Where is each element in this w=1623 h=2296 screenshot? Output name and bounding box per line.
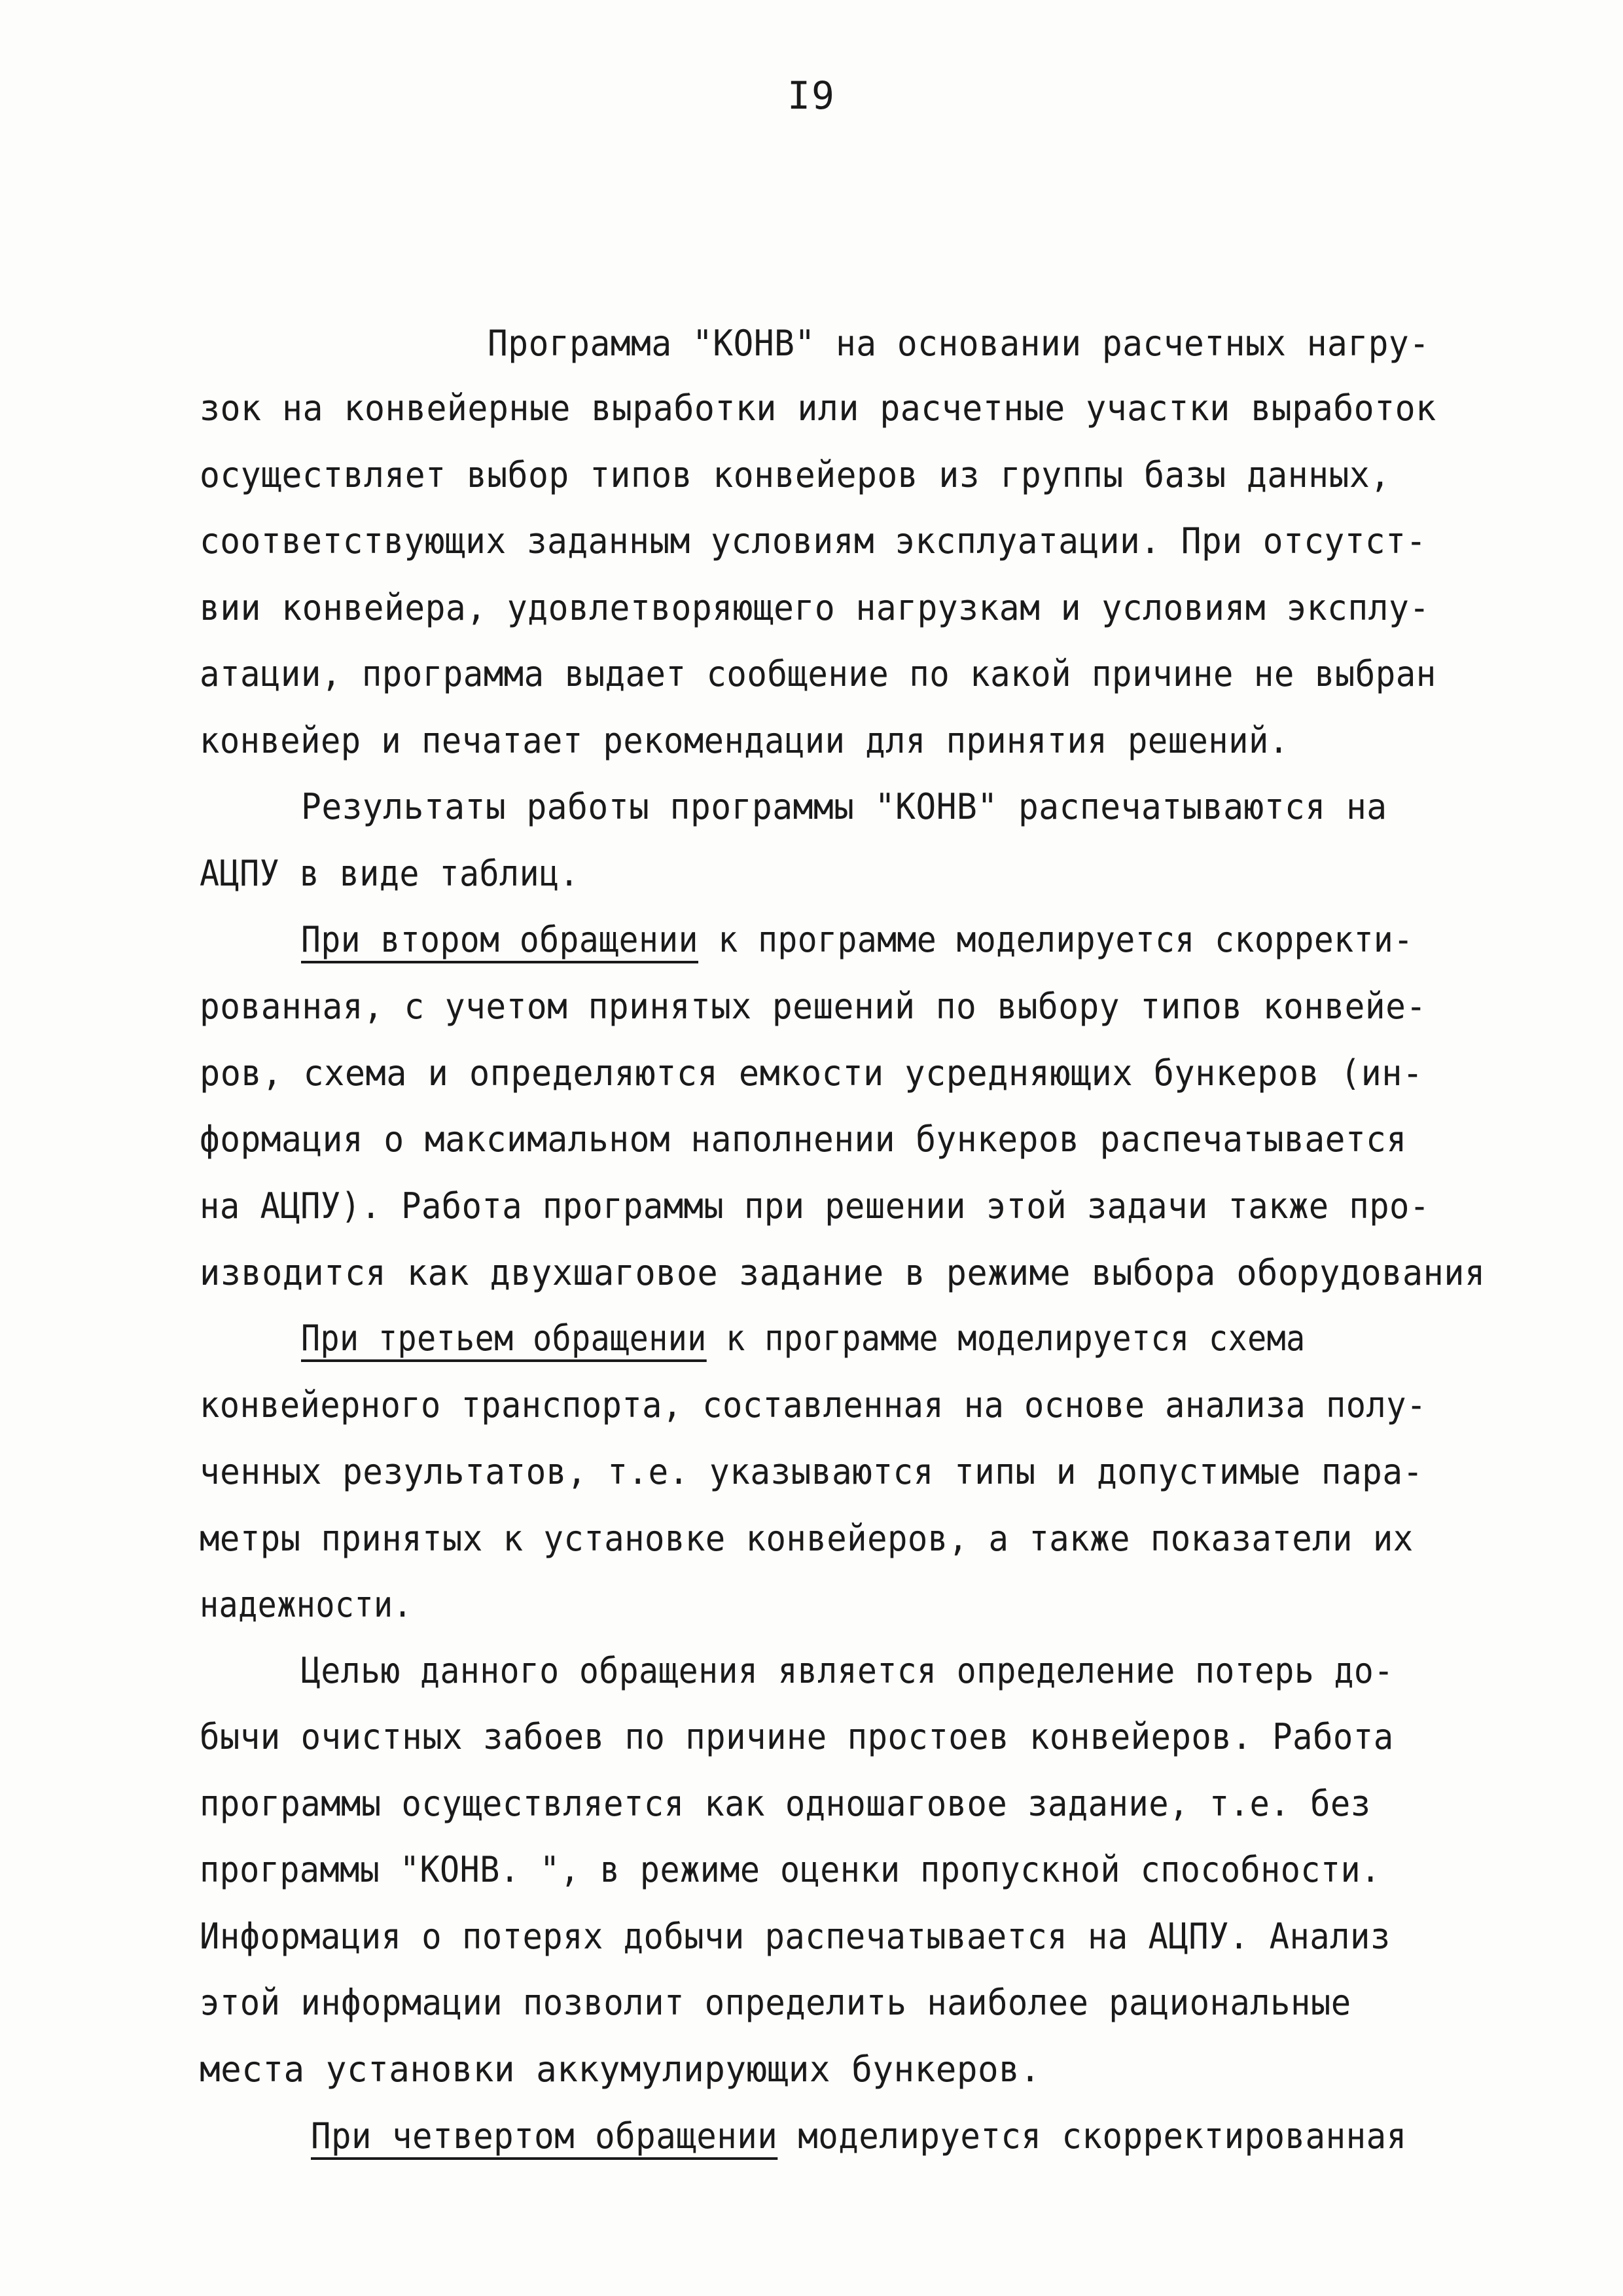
text-line xyxy=(200,1518,1414,1559)
text-line xyxy=(200,653,1436,694)
text-line xyxy=(301,786,1387,827)
line-text: осуществляет выбор типов конвейеров из группы базы данных, xyxy=(200,454,1391,495)
line-text: этой информации позволит определить наиболее рациональные xyxy=(200,1982,1351,2023)
line-text: к программе моделируется скорректи- xyxy=(698,919,1414,960)
text-line xyxy=(200,2049,1041,2090)
line-text: рованная, с учетом принятых решений по выбору типов конвейе- xyxy=(200,986,1427,1027)
line-text: Результаты работы программы "КОНВ" распечатываются на xyxy=(301,786,1387,827)
line-text: бычи очистных забоев по причине простоев конвейеров. Работа xyxy=(200,1716,1394,1757)
line-text: соответствующих заданным условиям эксплуатации. При отсутст- xyxy=(200,520,1427,562)
page-number: I9 xyxy=(787,73,836,118)
text-line xyxy=(488,323,1430,364)
text-line xyxy=(200,587,1430,628)
line-text: изводится как двухшаговое задание в режиме выбора оборудования xyxy=(200,1252,1486,1293)
text-line xyxy=(200,1185,1430,1227)
text-line xyxy=(301,1318,1306,1359)
line-text: формация о максимальном наполнении бункеров распечатывается xyxy=(200,1119,1407,1160)
text-line xyxy=(200,1052,1423,1094)
line-text: конвейерного транспорта, составленная на основе анализа полу- xyxy=(200,1384,1427,1426)
line-text: Информация о потерях добычи распечатывается на АЦПУ. Анализ xyxy=(200,1916,1391,1957)
text-line xyxy=(200,387,1436,429)
underlined-heading: При четвертом обращении xyxy=(311,2115,778,2157)
text-line xyxy=(200,986,1427,1027)
underlined-heading: При третьем обращении xyxy=(301,1318,707,1359)
text-line xyxy=(301,919,1414,960)
text-line xyxy=(200,1783,1371,1824)
line-text: метры принятых к установке конвейеров, а также показатели их xyxy=(200,1518,1414,1559)
line-text: зок на конвейерные выработки или расчетные участки выработок xyxy=(200,387,1436,429)
line-text: места установки аккумулирующих бункеров. xyxy=(200,2049,1041,2090)
line-text: Целью данного обращения является определение потерь до- xyxy=(301,1650,1394,1691)
text-line xyxy=(200,1982,1351,2023)
text-line xyxy=(200,1584,413,1625)
line-text: атации, программа выдает сообщение по какой причине не выбран xyxy=(200,653,1436,694)
line-text: программы осуществляется как одношаговое задание, т.е. без xyxy=(200,1783,1371,1824)
text-line xyxy=(200,720,1289,761)
text-line xyxy=(301,1650,1394,1691)
text-line xyxy=(200,1252,1486,1293)
text-line xyxy=(200,1119,1407,1160)
line-text: моделируется скорректированная xyxy=(777,2115,1407,2157)
text-line xyxy=(200,454,1391,495)
text-line xyxy=(200,1916,1391,1957)
line-text: ров, схема и определяются емкости усредняющих бункеров (ин- xyxy=(200,1052,1423,1094)
text-line xyxy=(311,2115,1407,2157)
line-text: программы "КОНВ. ", в режиме оценки пропускной способности. xyxy=(200,1849,1381,1890)
text-line xyxy=(200,1384,1427,1426)
line-text: конвейер и печатает рекомендации для принятия решений. xyxy=(200,720,1289,761)
line-text: на АЦПУ). Работа программы при решении этой задачи также про- xyxy=(200,1185,1430,1227)
underlined-heading: При втором обращении xyxy=(301,919,699,960)
line-text: Программа "КОНВ" на основании расчетных нагру- xyxy=(488,323,1430,364)
text-line xyxy=(200,853,580,894)
line-text: АЦПУ в виде таблиц. xyxy=(200,853,580,894)
line-text: надежности. xyxy=(200,1584,413,1625)
text-line xyxy=(200,1716,1394,1757)
text-line xyxy=(200,520,1427,562)
line-text: вии конвейера, удовлетворяющего нагрузкам и условиям эксплу- xyxy=(200,587,1430,628)
line-text: ченных результатов, т.е. указываются типы и допустимые пара- xyxy=(200,1451,1423,1492)
text-line xyxy=(200,1849,1381,1890)
text-line xyxy=(200,1451,1423,1492)
line-text: к программе моделируется схема xyxy=(706,1318,1306,1359)
